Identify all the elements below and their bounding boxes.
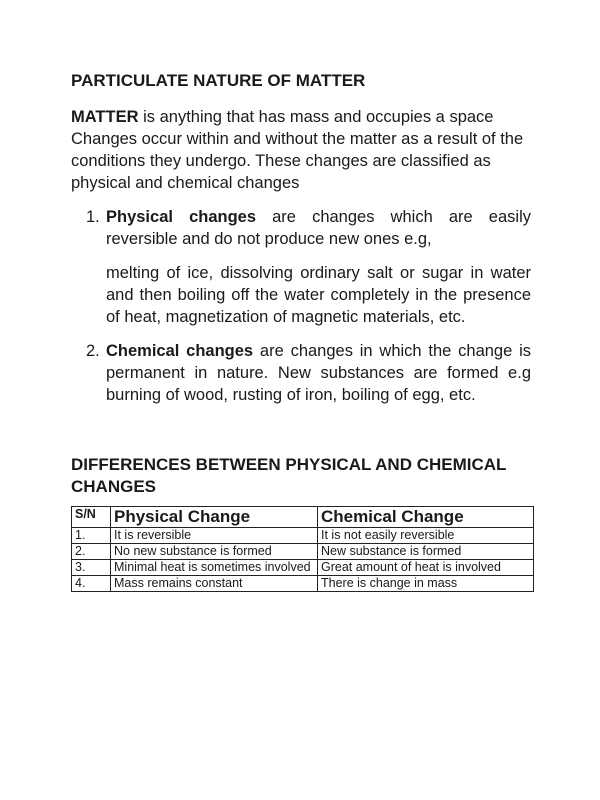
page-title: PARTICULATE NATURE OF MATTER (71, 71, 366, 90)
changes-list (71, 206, 531, 406)
chemical-changes-term: Chemical changes (106, 342, 254, 360)
list-item-number: 2. (86, 342, 100, 360)
table-row (72, 544, 534, 560)
table-header-row (72, 507, 534, 528)
table-cell-sn: 4. (72, 576, 111, 592)
physical-changes-examples: melting of ice, dissolving ordinary salt or sugar in water and then boiling off the water completely in the presence of heat, magnetization of magnetic materials, etc. (106, 264, 531, 326)
table-cell-chemical: Great amount of heat is involved (318, 560, 534, 576)
table-cell-sn: 2. (72, 544, 111, 560)
table-cell-physical: No new substance is formed (111, 544, 318, 560)
physical-changes-term: Physical changes (106, 208, 257, 226)
table-cell-chemical: There is change in mass (318, 576, 534, 592)
table-cell-chemical: New substance is formed (318, 544, 534, 560)
intro-term: MATTER (71, 108, 139, 126)
column-header-physical-change: Physical Change (111, 507, 318, 528)
chemical-changes-text: are changes in which the change is permanent in nature. New substances are formed e.g burning of wood, rusting of iron, boiling of egg, etc. (106, 342, 532, 404)
table-cell-chemical: It is not easily reversible (318, 528, 534, 544)
list-item-physical-changes (71, 206, 531, 328)
intro-paragraph (71, 106, 531, 194)
physical-changes-text: are changes which are easily reversible and do not produce new ones e.g, (106, 208, 531, 248)
list-item-number: 1. (86, 208, 100, 226)
list-item-chemical-changes (71, 340, 531, 406)
column-header-sn: S/N (72, 507, 111, 528)
table-cell-sn: 3. (72, 560, 111, 576)
column-header-chemical-change: Chemical Change (318, 507, 534, 528)
differences-heading: DIFFERENCES BETWEEN PHYSICAL AND CHEMICAL CHANGES (71, 455, 507, 496)
table-cell-physical: Minimal heat is sometimes involved (111, 560, 318, 576)
intro-text: is anything that has mass and occupies a space Changes occur within and without the matter as a result of the conditions they undergo. These changes are classified as physical and chemical changes (71, 108, 524, 192)
table-row (72, 528, 534, 544)
table-cell-sn: 1. (72, 528, 111, 544)
table-row (72, 560, 534, 576)
table-row (72, 576, 534, 592)
document-page (71, 70, 531, 592)
table-cell-physical: Mass remains constant (111, 576, 318, 592)
table-cell-physical: It is reversible (111, 528, 318, 544)
differences-table (71, 506, 534, 592)
